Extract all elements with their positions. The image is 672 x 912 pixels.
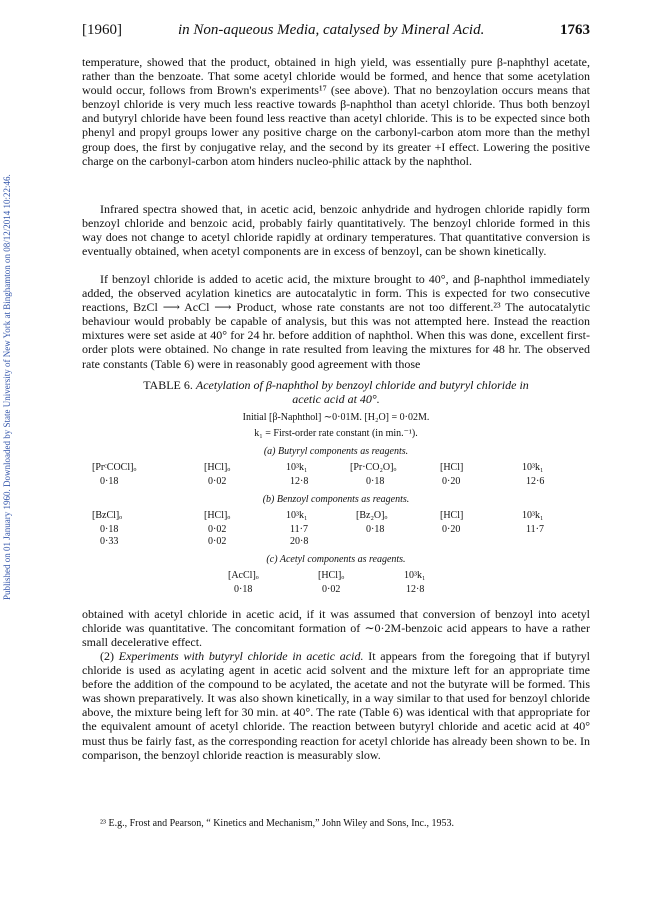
table-caption-line2: acetic acid at 40°. [292,392,380,406]
table-header-cell: 10³k₁ [522,462,544,473]
table-cell: 12·8 [290,476,309,487]
page-number: 1763 [560,22,590,38]
table-cell: 0·02 [208,536,227,547]
table-caption-line1: Acetylation of β-naphthol by benzoyl chloride and butyryl chloride in [195,378,529,392]
section-a-title: (a) Butyryl components as reagents. [263,446,409,457]
paragraph-3: If benzoyl chloride is added to acetic acid, the mixture brought to 40°, and β-naphthol immediately added, the observed acylation kinetics are autocatalytic in form. This is expected for two consecutive reactions, BzCl ⟶ AcCl ⟶ Product, whose rate constants are not too different.²³ The autocatalytic behaviour would probably be capable of analysis, but this was not attempted here. Instead the reaction mixtures were set aside at 40° for 24 hr. before addition of naphthol. When this was done, excellent first-order plots were obtained. No change in rate resulted from leaving the mixtures for 48 hr. The observed rate constants (Table 6) were in reasonably good agreement with those [82,272,590,371]
table-cell: 0·02 [322,584,341,595]
table-cell: 0·18 [234,584,253,595]
paragraph-5-text: It appears from the foregoing that if butyryl chloride is used as acylating agent in acetic acid solvent and the mixture left for an appropriate time before the addition of the compound to be acylated, the acetate and not the butyrate will be formed. This was shown preparatively. It was also shown kinetically, in a way similar to that used for benzoyl chloride above, the mixture being left for 30 min. at 40°. The rate (Table 6) was identical with that appropriate for the equivalent amount of acetyl chloride. The reaction between butyryl chloride and acetic acid at 40° must thus be fairly fast, as the corresponding reaction for acetyl chloride has already been shown to be. In comparison, the benzoyl chloride reaction is measurably slow. [82,649,590,762]
table-header-cell: [HCl] [440,510,464,521]
table-definition: k₁ = First-order rate constant (in min.⁻¹). [254,428,418,439]
table-cell: 0·02 [208,524,227,535]
table-header-cell: [HCl]ₒ [204,462,231,473]
header-year: [1960] [82,22,122,38]
watermark-text: Published on 01 January 1960. Downloaded by State University of New York at Binghamton on 08/12/2014 10:22:46. [2,174,12,600]
table-header-cell: 10³k₁ [404,570,426,581]
table-header-cell: [AcCl]ₒ [228,570,259,581]
table-conditions: Initial [β-Naphthol] ∼0·01M. [H₂O] = 0·02M. [242,412,430,423]
table-header-cell: [Pr·CO₂O]ₒ [350,462,397,473]
section-c-title: (c) Acetyl components as reagents. [266,554,406,565]
table-cell: 0·18 [100,476,119,487]
table-cell: 0·18 [366,476,385,487]
table-header-cell: [BzCl]ₒ [92,510,123,521]
table-cell: 0·18 [366,524,385,535]
table-caption [102,378,570,406]
footnote-23: ²³ E.g., Frost and Pearson, “ Kinetics and Mechanism,” John Wiley and Sons, Inc., 1953. [100,818,454,829]
table-label: TABLE 6. [143,378,193,392]
paragraph-4: obtained with acetyl chloride in acetic acid, if it was assumed that conversion of benzoyl into acetyl chloride was quantitative. The concomitant formation of ∼0·2M-benzoic acid appears to have a rather small decelerative effect. [82,607,590,650]
header-title: in Non-aqueous Media, catalysed by Mineral Acid. [178,22,485,38]
table-header-cell: [PrᶜCOCl]ₒ [92,462,137,473]
table-cell: 11·7 [290,524,308,535]
table-cell: 12·6 [526,476,545,487]
table-cell: 0·18 [100,524,119,535]
paragraph-5 [82,649,590,762]
table-header-cell: [HCl] [440,462,464,473]
paragraph-1: temperature, showed that the product, obtained in high yield, was essentially pure β-naphthyl acetate, rather than the benzoate. That some acetyl chloride would be formed, and hence that some acetylation would occur, follows from Brown's experiments¹⁷ (see above). That no benzoylation occurs means that benzoyl chloride is very much less reactive towards β-naphthol than acetyl chloride. Thus both benzoyl and butyryl chloride have been found less reactive than acetyl chloride. This is to be expected since both phenyl and propyl groups lower any positive charge on the carbonyl-carbon atom more than the methyl group does, the first by conjugative relay, and the second by its greater +I effect. Lowering the positive charge on the carbonyl-carbon atom hinders nucleo-philic attack by the naphthol. [82,55,590,168]
table-header-cell: 10³k₁ [522,510,544,521]
table-cell: 20·8 [290,536,309,547]
table-header-cell: [Bz₂O]ₒ [356,510,388,521]
table-header-cell: [HCl]ₒ [204,510,231,521]
table-cell: 0·02 [208,476,227,487]
table-cell: 0·20 [442,524,461,535]
table-cell: 11·7 [526,524,544,535]
table-header-cell: [HCl]ₒ [318,570,345,581]
table-header-cell: 10³k₁ [286,510,308,521]
section-b-title: (b) Benzoyl components as reagents. [262,494,410,505]
table-cell: 12·8 [406,584,425,595]
paragraph-5-lead: (2) [100,649,119,663]
table-cell: 0·33 [100,536,119,547]
download-watermark [2,40,16,600]
table-cell: 0·20 [442,476,461,487]
table-header-cell: 10³k₁ [286,462,308,473]
paragraph-2: Infrared spectra showed that, in acetic acid, benzoic anhydride and hydrogen chloride rapidly form benzoyl chloride and benzoic acid, probably fairly quantitatively. The benzoyl chloride formed in this way does not change to acetyl chloride rapidly at ordinary temperatures. That quantitative conversion is eventually obtained, when acetyl components are in excess of benzoyl, can be shown kinetically. [82,202,590,259]
section-heading: Experiments with butyryl chloride in acetic acid. [118,649,364,663]
running-header [82,22,590,46]
